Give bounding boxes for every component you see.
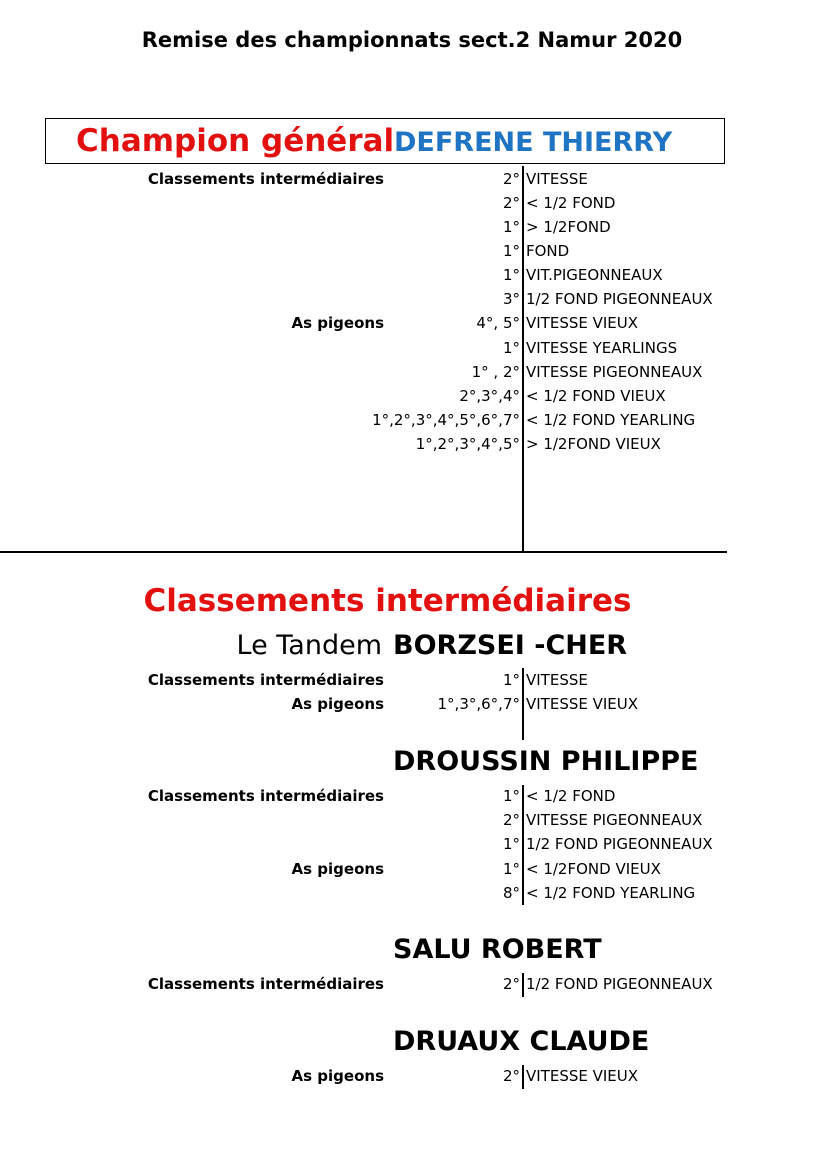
result-row	[0, 832, 824, 856]
row-category: VITESSE	[526, 170, 588, 188]
row-rank: 1°	[502, 860, 520, 878]
entry-heading	[0, 1024, 824, 1060]
row-category: 1/2 FOND PIGEONNEAUX	[526, 975, 713, 993]
row-category: < 1/2 FOND YEARLING	[526, 884, 696, 902]
row-category: > 1/2FOND VIEUX	[526, 435, 661, 453]
row-category: VIT.PIGEONNEAUX	[526, 266, 663, 284]
row-label: As pigeons	[291, 1067, 384, 1085]
row-category: < 1/2 FOND YEARLING	[526, 411, 696, 429]
result-row	[0, 881, 824, 905]
row-category: VITESSE	[526, 671, 588, 689]
row-rank: 2°	[502, 975, 520, 993]
row-rank: 2°	[502, 170, 520, 188]
result-row	[0, 311, 824, 335]
row-label: As pigeons	[291, 695, 384, 713]
row-category: VITESSE PIGEONNEAUX	[526, 363, 703, 381]
row-label: Classements intermédiaires	[147, 787, 384, 805]
result-row	[0, 336, 824, 360]
result-row	[0, 668, 824, 692]
entry-heading	[0, 932, 824, 968]
column-divider	[522, 1065, 524, 1089]
row-category: VITESSE VIEUX	[526, 1067, 639, 1085]
entry-name: DRUAUX CLAUDE	[393, 1026, 650, 1057]
result-row	[0, 408, 824, 432]
result-row	[0, 692, 824, 716]
row-rank: 8°	[502, 884, 520, 902]
row-category: VITESSE VIEUX	[526, 695, 639, 713]
entry-name: DROUSSIN PHILIPPE	[393, 746, 699, 777]
row-rank: 1°	[502, 787, 520, 805]
result-row	[0, 784, 824, 808]
result-row	[0, 972, 824, 996]
entry-heading	[0, 744, 824, 780]
row-rank: 3°	[502, 290, 520, 308]
result-row	[0, 191, 824, 215]
row-category: > 1/2FOND	[526, 218, 611, 236]
row-category: < 1/2 FOND	[526, 787, 616, 805]
row-rank: 1°	[502, 671, 520, 689]
row-category: 1/2 FOND PIGEONNEAUX	[526, 835, 713, 853]
page-title: Remise des championnats sect.2 Namur 2020	[141, 28, 683, 52]
row-category: FOND	[526, 242, 570, 260]
row-rank: 1°	[502, 339, 520, 357]
column-divider	[522, 785, 524, 905]
row-rank: 4°, 5°	[476, 314, 520, 332]
result-row	[0, 384, 824, 408]
row-label: Classements intermédiaires	[147, 671, 384, 689]
row-rank: 2°,3°,4°	[459, 387, 520, 405]
row-rank: 1°,3°,6°,7°	[437, 695, 520, 713]
row-rank: 1°,2°,3°,4°,5°,6°,7°	[372, 411, 520, 429]
result-row	[0, 857, 824, 881]
row-rank: 2°	[502, 811, 520, 829]
row-rank: 2°	[502, 1067, 520, 1085]
row-label: As pigeons	[291, 860, 384, 878]
column-divider	[522, 166, 524, 552]
row-label: Classements intermédiaires	[147, 975, 384, 993]
result-row	[0, 215, 824, 239]
champion-box	[45, 118, 725, 164]
column-divider	[522, 973, 524, 997]
entry-name: SALU ROBERT	[393, 934, 602, 965]
row-rank: 1°	[502, 218, 520, 236]
result-row	[0, 1064, 824, 1088]
row-category: < 1/2 FOND VIEUX	[526, 387, 666, 405]
row-rank: 2°	[502, 194, 520, 212]
result-row	[0, 263, 824, 287]
section-divider	[0, 551, 727, 553]
column-divider	[522, 668, 524, 740]
result-row	[0, 808, 824, 832]
row-category: VITESSE VIEUX	[526, 314, 639, 332]
entry-name: BORZSEI -CHER	[393, 630, 628, 661]
entry-prefix: Le Tandem	[236, 630, 382, 661]
row-category: < 1/2 FOND	[526, 194, 616, 212]
row-category: VITESSE YEARLINGS	[526, 339, 678, 357]
result-row	[0, 360, 824, 384]
row-label: As pigeons	[291, 314, 384, 332]
row-rank: 1° , 2°	[471, 363, 520, 381]
result-row	[0, 432, 824, 456]
row-rank: 1°	[502, 266, 520, 284]
champion-label: Champion général	[76, 123, 395, 159]
row-category: 1/2 FOND PIGEONNEAUX	[526, 290, 713, 308]
row-category: VITESSE PIGEONNEAUX	[526, 811, 703, 829]
champion-name: DEFRENE THIERRY	[394, 127, 673, 158]
row-label: Classements intermédiaires	[147, 170, 384, 188]
row-rank: 1°,2°,3°,4°,5°	[415, 435, 520, 453]
result-row	[0, 167, 824, 191]
result-row	[0, 239, 824, 263]
section-title: Classements intermédiaires	[143, 583, 632, 619]
row-category: < 1/2FOND VIEUX	[526, 860, 661, 878]
result-row	[0, 287, 824, 311]
entry-heading	[0, 628, 824, 664]
row-rank: 1°	[502, 835, 520, 853]
row-rank: 1°	[502, 242, 520, 260]
